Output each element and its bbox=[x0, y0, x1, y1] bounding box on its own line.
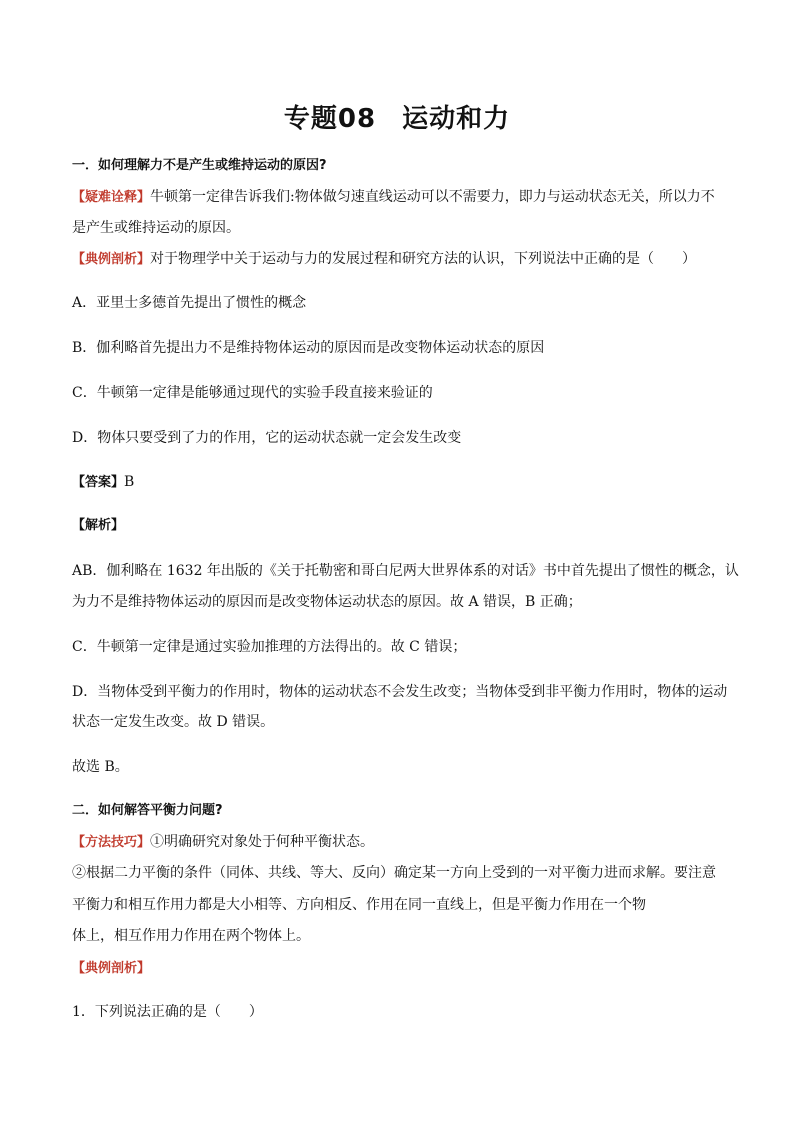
example-question-text: 对于物理学中关于运动与力的发展过程和研究方法的认识，下列说法中正确的是（ ） bbox=[150, 251, 697, 267]
explanation-tag: 【疑难诠释】 bbox=[72, 190, 151, 205]
example-question bbox=[72, 249, 724, 270]
option-a: A．亚里士多德首先提出了惯性的概念 bbox=[72, 295, 307, 311]
analysis-ab-line1: AB．伽利略在 1632 年出版的《关于托勒密和哥白尼两大世界体系的对话》书中首先提出了惯性的概念，认 bbox=[72, 563, 739, 579]
option-b: B．伽利略首先提出力不是维持物体运动的原因而是改变物体运动状态的原因 bbox=[72, 340, 545, 356]
page-title bbox=[0, 98, 794, 135]
final-choice: 故选 B。 bbox=[72, 759, 129, 775]
method-text-line4: 体上，相互作用力作用在两个物体上。 bbox=[72, 928, 310, 944]
question-1: 1．下列说法正确的是（ ） bbox=[72, 1004, 263, 1020]
title-topic-number: 专题08 bbox=[283, 104, 377, 134]
option-c: C．牛顿第一定律是能够通过现代的实验手段直接来验证的 bbox=[72, 385, 433, 401]
analysis-d-line1: D．当物体受到平衡力的作用时，物体的运动状态不会发生改变；当物体受到非平衡力作用时，物体的运动 bbox=[72, 684, 728, 700]
option-d: D．物体只要受到了力的作用，它的运动状态就一定会发生改变 bbox=[72, 430, 462, 446]
method-paragraph bbox=[72, 832, 724, 853]
title-topic-name: 运动和力 bbox=[402, 104, 511, 134]
example-tag: 【典例剖析】 bbox=[72, 252, 151, 267]
section-1-heading: 一．如何理解力不是产生或维持运动的原因? bbox=[72, 158, 327, 173]
analysis-label: 【解析】 bbox=[72, 518, 125, 533]
example-tag-2 bbox=[72, 958, 724, 979]
answer-value: B bbox=[124, 474, 135, 490]
method-text-line3: 平衡力和相互作用力都是大小相等、方向相反、作用在同一直线上，但是平衡力作用在一个物 bbox=[72, 897, 646, 913]
explanation-text-line2: 是产生或维持运动的原因。 bbox=[72, 220, 240, 236]
method-text-line2: ②根据二力平衡的条件（同体、共线、等大、反向）确定某一方向上受到的一对平衡力进而求解。要注意 bbox=[72, 865, 716, 881]
explanation-paragraph bbox=[72, 187, 724, 208]
answer-line bbox=[72, 472, 724, 493]
method-text-line1: ①明确研究对象处于何种平衡状态。 bbox=[150, 834, 375, 850]
analysis-d-line2: 状态一定发生改变。故 D 错误。 bbox=[72, 714, 275, 730]
analysis-c: C．牛顿第一定律是通过实验加推理的方法得出的。故 C 错误； bbox=[72, 639, 467, 655]
analysis-ab-line2: 为力不是维持物体运动的原因而是改变物体运动状态的原因。故 A 错误，B 正确； bbox=[72, 594, 582, 610]
section-2-heading: 二．如何解答平衡力问题? bbox=[72, 803, 223, 818]
example-tag-2-label: 【典例剖析】 bbox=[72, 961, 151, 976]
answer-label: 【答案】 bbox=[72, 475, 125, 490]
method-tag: 【方法技巧】 bbox=[72, 835, 151, 850]
explanation-text-line1: 牛顿第一定律告诉我们:物体做匀速直线运动可以不需要力，即力与运动状态无关，所以力不 bbox=[150, 189, 715, 205]
